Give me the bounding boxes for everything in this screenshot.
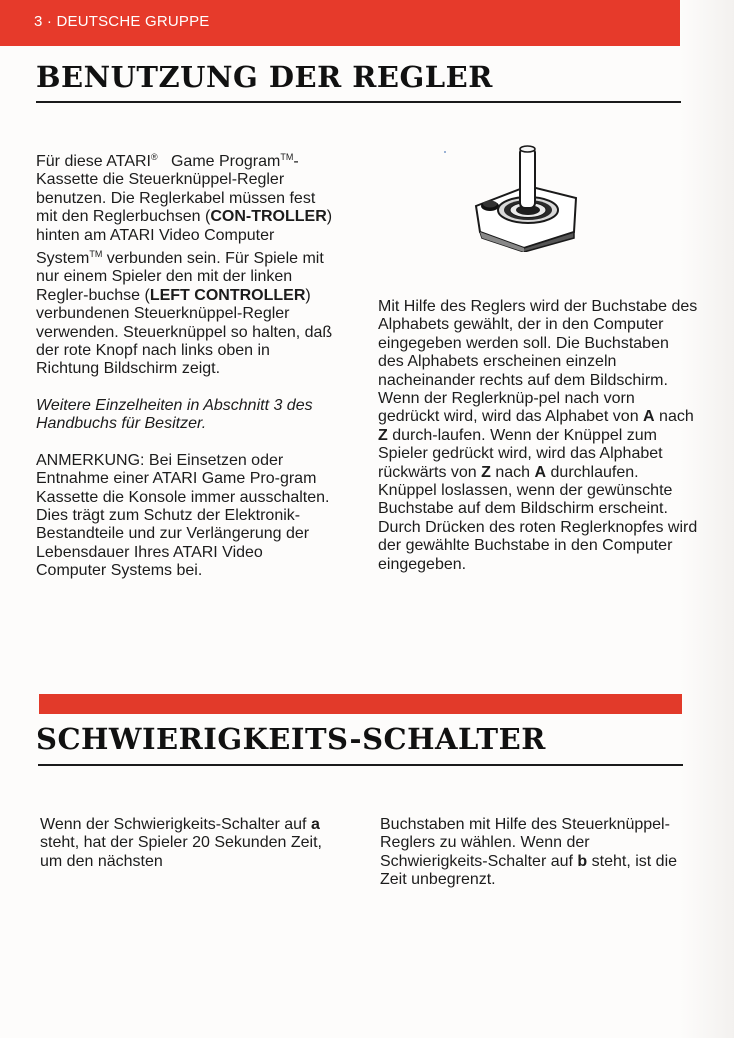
section-title-schalter: SCHWIERIGKEITS-SCHALTER — [36, 722, 546, 756]
paragraph-difficulty-b: Buchstaben mit Hilfe des Steuerknüppel-Reglers zu wählen. Wenn der Schwierigkeits-Schalter auf b steht, ist die Zeit unbegrenzt. — [380, 816, 678, 889]
paragraph-difficulty-a: Wenn der Schwierigkeits-Schalter auf a steht, hat der Spieler 20 Sekunden Zeit, um den nächsten — [40, 816, 322, 870]
title-rule-2 — [38, 764, 683, 766]
joystick-icon — [466, 140, 584, 252]
left-column-2 — [40, 816, 340, 871]
paragraph-intro: Für diese ATARI® Game Program™-Kassette die Steuerknüppel-Regler benutzen. Die Reglerkabel müssen fest mit den Reglerbuchsen (CON-TROLLER) hinten am ATARI Video Computer System™ verbunden sein. Für Spiele mit nur einem Spieler den mit der linken Regler-buchse (LEFT CONTROLLER) verbundenen Steuerknüppel-Regler verwenden. Steuerknüppel so halten, daß der rote Knopf nach links oben in Richtung Bildschirm zeigt. — [36, 152, 333, 378]
note-label: ANMERKUNG: — [36, 451, 145, 469]
paragraph-reference: Weitere Einzelheiten in Abschnitt 3 des Handbuchs für Besitzer. — [36, 396, 313, 433]
header-band — [0, 0, 680, 46]
page-label: 3 · DEUTSCHE GRUPPE — [34, 13, 210, 30]
paragraph-note: ANMERKUNG: Bei Einsetzen oder Entnahme einer ATARI Game Pro-gram Kassette die Konsole immer ausschalten. Dies trägt zum Schutz der Elektronik-Bestandteile und zur Verlängerung der Lebensdauer Ihres ATARI Video Computer Systems bei. — [36, 451, 330, 580]
title-rule — [36, 101, 681, 103]
section-title-regler: BENUTZUNG DER REGLER — [36, 60, 493, 94]
right-column — [378, 298, 698, 574]
left-column — [36, 148, 336, 581]
section-divider-bar — [39, 694, 682, 714]
speck — [444, 151, 446, 153]
right-column-2 — [380, 816, 692, 890]
paragraph-alphabet: Mit Hilfe des Reglers wird der Buchstabe des Alphabets gewählt, der in den Computer eingegeben werden soll. Die Buchstaben des Alphabets erscheinen einzeln nacheinander rechts auf dem Bildschirm. Wenn der Reglerknüp-pel nach vorn gedrückt wird, wird das Alphabet von A nach Z durch-laufen. Wenn der Knüppel zum Spieler gedrückt wird, wird das Alphabet rückwärts von Z nach A durchlaufen. Knüppel loslassen, wenn der gewünschte Buchstabe auf dem Bildschirm erscheint. Durch Drücken des roten Reglerknopfes wird der gewählte Buchstabe in den Computer eingegeben. — [378, 298, 698, 573]
